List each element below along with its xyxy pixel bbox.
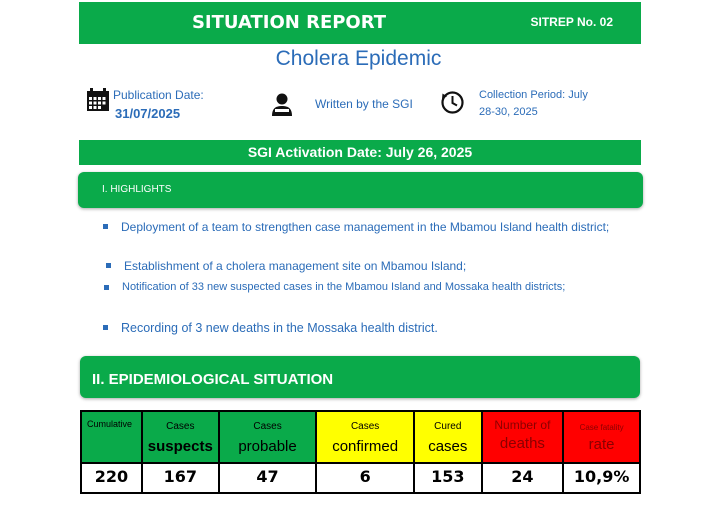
highlight-item: Notification of 33 new suspected cases in the Mbamou Island and Mossaka health districts; [122,281,566,293]
activation-date: SGI Activation Date: July 26, 2025 [79,140,641,165]
highlight-item: Deployment of a team to strengthen case management in the Mbamou Island health district; [121,220,610,234]
report-banner [79,2,641,44]
writer-icon [271,92,293,116]
publication-label: Publication Date: [113,88,204,102]
epi-title: II. EPIDEMIOLOGICAL SITUATION [92,371,334,388]
col-suspects: Cases suspects [142,411,219,463]
collection-range: 28-30, 2025 [479,106,538,118]
col-cured: Cured cases [414,411,482,463]
report-title: SITUATION REPORT [191,12,387,33]
collection-period [479,87,599,121]
value-probable: 47 [219,463,317,493]
col-cumulative: Cumulative [81,411,142,463]
col-deaths: Number of deaths [482,411,564,463]
value-fatality: 10,9% [563,463,640,493]
highlight-item: Establishment of a cholera management site on Mbamou Island; [124,259,467,273]
epi-header [80,356,640,398]
highlights-title: I. HIGHLIGHTS [102,184,172,195]
highlight-item: Recording of 3 new deaths in the Mossaka health district. [121,321,438,335]
highlights-header [78,172,643,208]
clock-icon [440,90,465,115]
value-confirmed: 6 [316,463,414,493]
epi-table [80,410,641,494]
col-probable: Cases probable [219,411,317,463]
calendar-icon [86,88,110,112]
col-confirmed: Cases confirmed [316,411,414,463]
value-deaths: 24 [482,463,564,493]
value-cured: 153 [414,463,482,493]
publication-date: 31/07/2025 [115,106,181,121]
value-cumulative: 220 [81,463,142,493]
collection-label: Collection Period: July [479,89,588,101]
col-fatality: Case fatality rate [563,411,640,463]
report-subtitle: Cholera Epidemic [275,47,442,70]
value-suspects: 167 [142,463,219,493]
sitrep-number: SITREP No. 02 [530,15,613,29]
written-by: Written by the SGI [315,97,413,111]
